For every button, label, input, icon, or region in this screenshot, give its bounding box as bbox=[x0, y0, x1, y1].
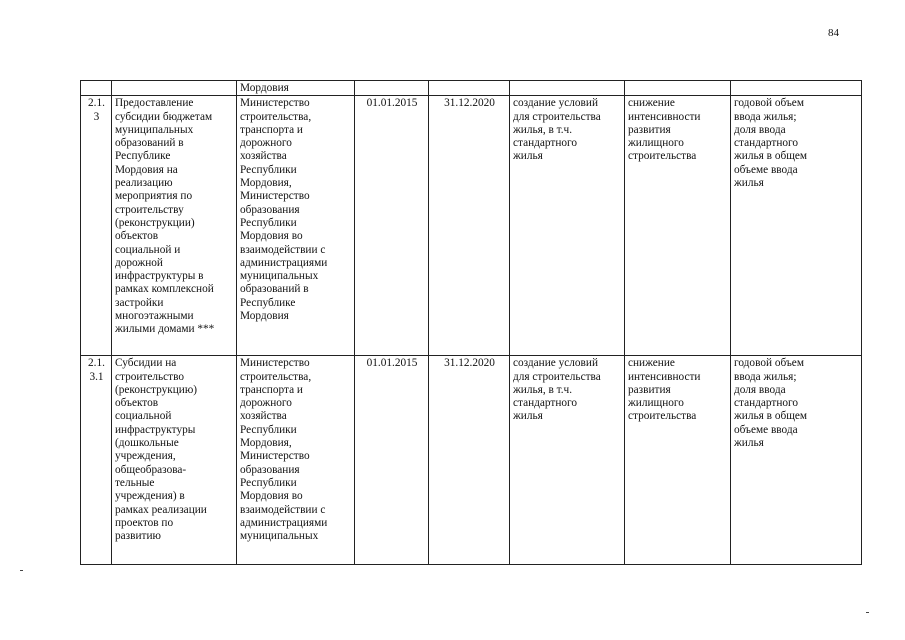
cell-indicator: годовой объем ввода жилья; доля ввода стандартного жилья в общем объеме ввода жилья bbox=[731, 356, 862, 565]
cell-end bbox=[429, 81, 510, 96]
program-table bbox=[80, 80, 862, 565]
cell-result bbox=[510, 81, 625, 96]
cell-indicator: годовой объем ввода жилья; доля ввода стандартного жилья в общем объеме ввода жилья bbox=[731, 96, 862, 356]
cell-end: 31.12.2020 bbox=[429, 96, 510, 356]
cell-end: 31.12.2020 bbox=[429, 356, 510, 565]
table-row-continuation bbox=[81, 81, 862, 96]
cell-start: 01.01.2015 bbox=[355, 356, 429, 565]
cell-result: создание условий для строительства жилья, в т.ч. стандартного жилья bbox=[510, 356, 625, 565]
table-row bbox=[81, 356, 862, 565]
cell-consequence: снижение интенсивности развития жилищного строительства bbox=[625, 96, 731, 356]
cell-name bbox=[112, 81, 237, 96]
cell-executor: Мордовия bbox=[237, 81, 355, 96]
cell-num bbox=[81, 81, 112, 96]
cell-start: 01.01.2015 bbox=[355, 96, 429, 356]
table-row bbox=[81, 96, 862, 356]
cell-name: Субсидии на строительство (реконструкцию) объектов социальной инфраструктуры (дошкольные учреждения, общеобразова- тельные учреждения) в рамках реализации проектов по развитию bbox=[112, 356, 237, 565]
page-number: 84 bbox=[828, 27, 839, 39]
cell-start bbox=[355, 81, 429, 96]
cell-executor: Министерство строительства, транспорта и дорожного хозяйства Республики Мордовия, Министерство образования Республики Мордовия во взаимодействии с администрациями муниципальных образований в Республике Мордовия bbox=[237, 96, 355, 356]
cell-num: 2.1. 3 bbox=[81, 96, 112, 356]
scan-speck bbox=[20, 570, 23, 571]
cell-executor: Министерство строительства, транспорта и дорожного хозяйства Республики Мордовия, Министерство образования Республики Мордовия во взаимодействии с администрациями муниципальных bbox=[237, 356, 355, 565]
cell-result: создание условий для строительства жилья, в т.ч. стандартного жилья bbox=[510, 96, 625, 356]
cell-name: Предоставление субсидии бюджетам муниципальных образований в Республике Мордовия на реализацию мероприятия по строительству (реконструкции) объектов социальной и дорожной инфраструктуры в рамках комплексной застройки многоэтажными жилыми домами *** bbox=[112, 96, 237, 356]
cell-indicator bbox=[731, 81, 862, 96]
cell-num: 2.1. 3.1 bbox=[81, 356, 112, 565]
cell-consequence bbox=[625, 81, 731, 96]
scan-speck bbox=[866, 612, 869, 613]
cell-consequence: снижение интенсивности развития жилищного строительства bbox=[625, 356, 731, 565]
